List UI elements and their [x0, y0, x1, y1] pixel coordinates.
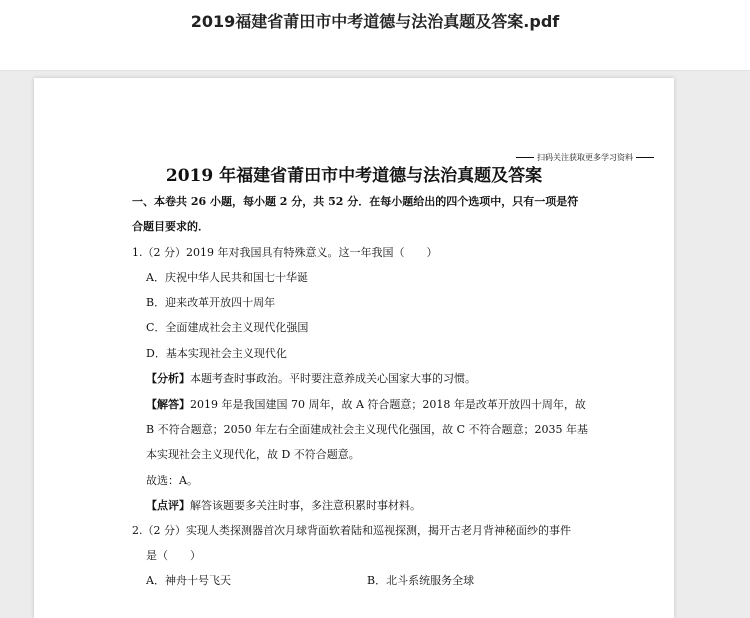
- question-1-option-c: C．全面建成社会主义现代化强国: [146, 321, 309, 334]
- question-1-option-d: D．基本实现社会主义现代化: [146, 347, 287, 360]
- question-2-stem-line-2: 是（ ）: [146, 549, 201, 562]
- section-instructions-line-2: 合题目要求的．: [132, 220, 209, 233]
- question-1-answer-line-1: 【解答】2019 年是我国建国 70 周年，故 A 符合题意；2018 年是改革开放四十周年，故: [146, 398, 586, 411]
- question-2-option-b: B．北斗系统服务全球: [367, 574, 475, 587]
- section-instructions-line-1: 一、本卷共 26 小题，每小题 2 分，共 52 分．在每小题给出的四个选项中，只有一项是符: [132, 195, 579, 208]
- pdf-page[interactable]: [34, 78, 674, 618]
- question-1-option-b: B．迎来改革开放四十周年: [146, 296, 276, 309]
- question-1-stem: 1.（2 分）2019 年对我国具有特殊意义。这一年我国（ ）: [132, 246, 438, 259]
- document-title: 2019 年福建省莆田市中考道德与法治真题及答案: [165, 166, 543, 186]
- file-name-title: 2019福建省莆田市中考道德与法治真题及答案.pdf: [190, 12, 560, 31]
- question-1-answer-line-3: 本实现社会主义现代化，故 D 不符合题意。: [146, 448, 360, 461]
- viewer-toolbar: [0, 0, 750, 71]
- question-1-choice: 故选：A。: [146, 474, 198, 487]
- question-1-analysis: 【分析】本题考查时事政治。平时要注意养成关心国家大事的习惯。: [146, 372, 476, 385]
- question-1-comment: 【点评】解答该题要多关注时事，多注意积累时事材料。: [146, 499, 421, 512]
- watermark-text: 扫码关注获取更多学习资料: [513, 152, 657, 163]
- question-1-answer-line-2: B 不符合题意；2050 年左右全面建成社会主义现代化强国，故 C 不符合题意；2035 年基: [146, 423, 588, 436]
- question-2-option-a: A．神舟十号飞天: [146, 574, 231, 587]
- question-1-option-a: A．庆祝中华人民共和国七十华诞: [146, 271, 308, 284]
- question-2-stem-line-1: 2.（2 分）实现人类探测器首次月球背面软着陆和巡视探测，揭开古老月背神秘面纱的事件: [132, 524, 571, 537]
